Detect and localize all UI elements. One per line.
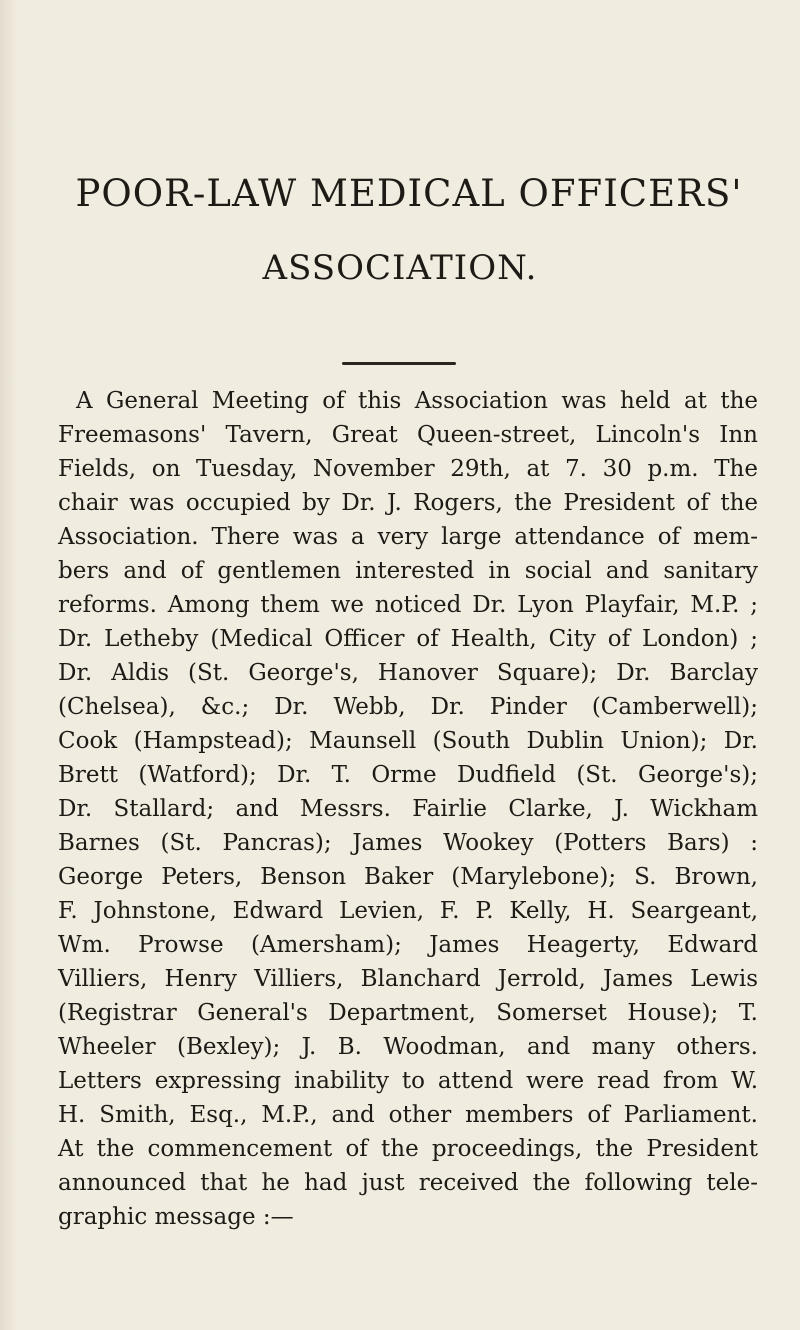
paragraph-line: Dr. Aldis (St. George's, Hanover Square); Dr. Barclay <box>58 660 758 686</box>
paragraph-line: announced that he had just received the following tele- <box>58 1170 758 1196</box>
heading-line-1: POOR-LAW MEDICAL OFFICERS' <box>75 172 743 215</box>
paragraph-line: (Registrar General's Department, Somerset House); T. <box>58 1000 758 1026</box>
paragraph-line: Fields, on Tuesday, November 29th, at 7. 30 p.m. The <box>58 456 758 482</box>
paragraph-line: Villiers, Henry Villiers, Blanchard Jerrold, James Lewis <box>58 966 758 992</box>
paragraph-line: chair was occupied by Dr. J. Rogers, the President of the <box>58 490 758 516</box>
paragraph-line: H. Smith, Esq., M.P., and other members of Parliament. <box>58 1102 758 1128</box>
paragraph-line: graphic message :— <box>58 1204 294 1230</box>
paragraph-line: Cook (Hampstead); Maunsell (South Dublin Union); Dr. <box>58 728 758 754</box>
paragraph-line: Barnes (St. Pancras); James Wookey (Potters Bars) : <box>58 830 758 856</box>
paragraph-line: Wm. Prowse (Amersham); James Heagerty, Edward <box>58 932 758 958</box>
section-divider <box>342 362 456 365</box>
paragraph-line: Freemasons' Tavern, Great Queen-street, Lincoln's Inn <box>58 422 758 448</box>
paragraph-line: (Chelsea), &c.; Dr. Webb, Dr. Pinder (Camberwell); <box>58 694 758 720</box>
paragraph-line: Dr. Stallard; and Messrs. Fairlie Clarke, J. Wickham <box>58 796 758 822</box>
paragraph-line: A General Meeting of this Association was held at the <box>76 388 758 414</box>
paragraph-line: George Peters, Benson Baker (Marylebone); S. Brown, <box>58 864 758 890</box>
paragraph-line: Association. There was a very large attendance of mem- <box>58 524 758 550</box>
paragraph-line: At the commencement of the proceedings, the President <box>58 1136 758 1162</box>
paragraph-line: Brett (Watford); Dr. T. Orme Dudfield (St. George's); <box>58 762 758 788</box>
paragraph-line: Dr. Letheby (Medical Officer of Health, City of London) ; <box>58 626 758 652</box>
paragraph-line: Wheeler (Bexley); J. B. Woodman, and many others. <box>58 1034 758 1060</box>
body-paragraph <box>58 384 758 1234</box>
heading-line-2: ASSOCIATION. <box>262 248 538 288</box>
paragraph-line: bers and of gentlemen interested in social and sanitary <box>58 558 758 584</box>
paragraph-line: Letters expressing inability to attend were read from W. <box>58 1068 758 1094</box>
paragraph-line: reforms. Among them we noticed Dr. Lyon Playfair, M.P. ; <box>58 592 758 618</box>
paragraph-line: F. Johnstone, Edward Levien, F. P. Kelly, H. Seargeant, <box>58 898 758 924</box>
